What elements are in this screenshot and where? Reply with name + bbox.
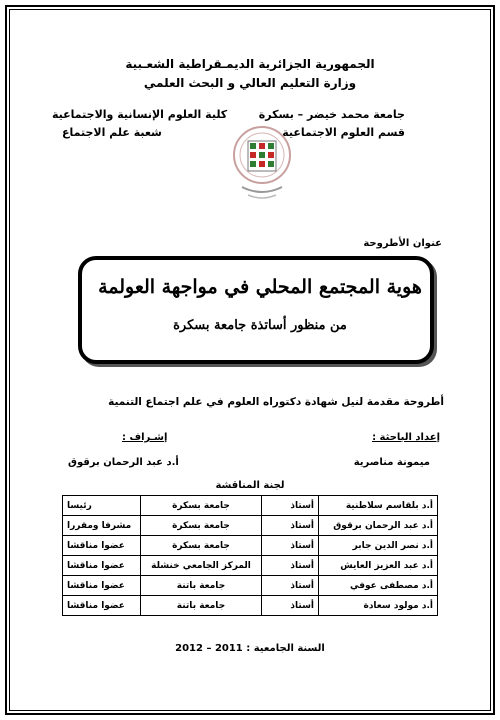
member-institution: جامعة باتنة (141, 596, 262, 616)
member-role: عضوا مناقشا (63, 596, 141, 616)
academic-year: السنة الجامعية : 2011 – 2012 (175, 643, 325, 654)
university-seal-icon (230, 125, 294, 209)
member-name: أ.د بلقاسم سلاطنية (319, 496, 438, 516)
member-name: أ.د مولود سعادة (319, 596, 438, 616)
member-name: أ.د عبد العزيز العايش (319, 556, 438, 576)
member-role: عضوا مناقشا (63, 556, 141, 576)
member-institution: جامعة بسكرة (141, 536, 262, 556)
branch-name: شعبة علم الاجتماع (62, 126, 162, 139)
department-name: قسم العلوم الاجتماعية (282, 126, 405, 139)
prepared-by-label: إعداد الباحثة : (372, 432, 440, 443)
supervision-label: إشـراف : (122, 432, 168, 443)
thesis-purpose: أطروحة مقدمة لنيل شهادة دكتوراه العلوم في علم اجتماع التنمية (108, 396, 444, 408)
thesis-title-label: عنوان الأطروحة (363, 238, 442, 249)
ministry-name: وزارة التعليم العالي و البحث العلمي (143, 76, 357, 90)
member-institution: جامعة بسكرة (141, 516, 262, 536)
republic-name: الجمهورية الجزائرية الديمـقراطية الشعـبية (125, 57, 375, 71)
member-name: أ.د مصطفى عوفي (319, 576, 438, 596)
table-row (63, 496, 438, 516)
member-rank: أستاذ (262, 516, 319, 536)
member-rank: أستاذ (262, 596, 319, 616)
faculty-name: كلية العلوم الإنسانية والاجتماعية (52, 108, 228, 121)
student-name: ميمونة مناصرية (353, 457, 430, 468)
member-name: أ.د نصر الدين جابر (319, 536, 438, 556)
member-role: رئيسا (63, 496, 141, 516)
member-rank: أستاذ (262, 496, 319, 516)
member-name: أ.د عبد الرحمان برقوق (319, 516, 438, 536)
table-row (63, 596, 438, 616)
thesis-title-box (78, 256, 434, 364)
university-name: جامعة محمد خيضر – بسكرة (258, 108, 405, 121)
supervisor-name: أ.د عبد الرحمان برقوق (68, 457, 179, 468)
committee-table (62, 495, 438, 616)
thesis-title: هوية المجتمع المحلي في مواجهة العولمة (98, 276, 422, 298)
member-institution: جامعة بسكرة (141, 496, 262, 516)
member-institution: المركز الجامعي خنشلة (141, 556, 262, 576)
thesis-subtitle: من منظور أساتذة جامعة بسكرة (173, 318, 347, 333)
member-role: عضوا مناقشا (63, 576, 141, 596)
member-role: عضوا مناقشا (63, 536, 141, 556)
table-row (63, 576, 438, 596)
table-row (63, 536, 438, 556)
table-row (63, 556, 438, 576)
member-rank: أستاذ (262, 576, 319, 596)
member-role: مشرفا ومقررا (63, 516, 141, 536)
committee-title: لجنة المناقشة (215, 480, 285, 491)
member-institution: جامعة باتنة (141, 576, 262, 596)
member-rank: أستاذ (262, 556, 319, 576)
member-rank: أستاذ (262, 536, 319, 556)
table-row (63, 516, 438, 536)
